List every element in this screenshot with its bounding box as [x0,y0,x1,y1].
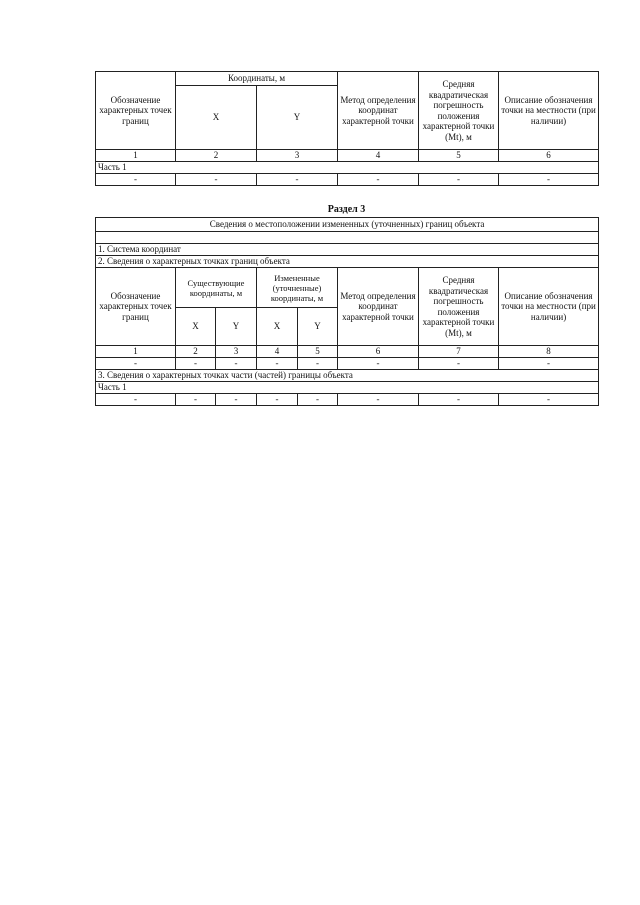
table-cell: - [338,174,419,186]
table-cell: - [176,394,216,406]
coordinate-system-label: 1. Система координат [96,244,599,256]
table-row [96,394,599,406]
header-y: Y [257,86,338,150]
table-row [96,174,599,186]
table-cell: - [298,394,338,406]
table-cell: - [499,358,599,370]
header-x-existing: X [176,308,216,346]
blank-row [96,232,599,244]
header-error: Средняя квадратическая погрешность положения характерной точки (Mt), м [419,72,499,150]
table-header: Сведения о местоположении измененных (уточненных) границ объекта [96,218,599,232]
column-number: 4 [338,150,419,162]
table-cell: - [216,358,257,370]
header-y-existing: Y [216,308,257,346]
column-numbers-row [96,150,599,162]
section-title: Раздел 3 [327,204,366,215]
column-number: 3 [216,346,257,358]
header-x-changed: X [257,308,298,346]
table-cell: - [96,394,176,406]
header-coordinates: Координаты, м [176,72,338,86]
column-number: 1 [96,150,176,162]
header-y-changed: Y [298,308,338,346]
header-changed-coordinates: Измененные (уточненные) координаты, м [257,268,338,308]
table-cell: - [257,394,298,406]
table-cell: - [338,358,419,370]
table-cell: - [419,394,499,406]
characteristic-points-label: 2. Сведения о характерных точках границ объекта [96,256,599,268]
table-cell: - [96,358,176,370]
column-number: 2 [176,150,257,162]
changed-boundaries-table [95,217,599,406]
header-error: Средняя квадратическая погрешность положения характерной точки (Mt), м [419,268,499,346]
column-number: 3 [257,150,338,162]
table-cell: - [176,174,257,186]
table-cell: - [257,358,298,370]
column-number: 8 [499,346,599,358]
table-cell: - [419,358,499,370]
table-cell: - [499,394,599,406]
table-cell: - [257,174,338,186]
table-cell: - [419,174,499,186]
header-description: Описание обозначения точки на местности (при наличии) [499,268,599,346]
header-method: Метод определения координат характерной точки [338,268,419,346]
header-designation: Обозначение характерных точек границ [96,72,176,150]
table-cell: - [96,174,176,186]
header-description: Описание обозначения точки на местности (при наличии) [499,72,599,150]
column-number: 5 [419,150,499,162]
part-points-label: 3. Сведения о характерных точках части (частей) границы объекта [96,370,599,382]
table-cell: - [176,358,216,370]
header-method: Метод определения координат характерной точки [338,72,419,150]
column-number: 6 [338,346,419,358]
header-x: X [176,86,257,150]
column-number: 6 [499,150,599,162]
part-label: Часть 1 [96,382,599,394]
header-existing-coordinates: Существующие координаты, м [176,268,257,308]
table-row [96,358,599,370]
column-number: 4 [257,346,298,358]
table-cell: - [499,174,599,186]
column-number: 1 [96,346,176,358]
coordinates-table [95,71,599,186]
part-label: Часть 1 [96,162,599,174]
column-number: 5 [298,346,338,358]
column-number: 2 [176,346,216,358]
table-cell: - [338,394,419,406]
header-designation: Обозначение характерных точек границ [96,268,176,346]
table-cell: - [298,358,338,370]
table-cell: - [216,394,257,406]
column-number: 7 [419,346,499,358]
column-numbers-row [96,346,599,358]
